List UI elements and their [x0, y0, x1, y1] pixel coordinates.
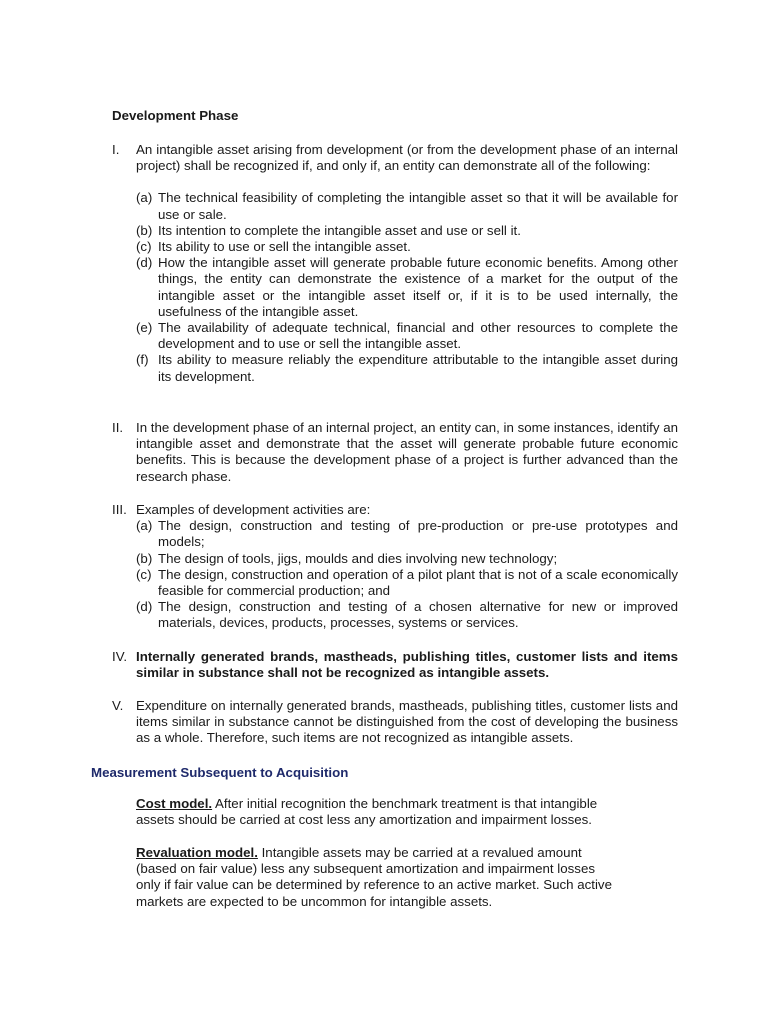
sublist-item-f	[136, 352, 678, 384]
development-phase-heading: Development Phase	[112, 108, 239, 123]
revaluation-model-lead: Revaluation model.	[136, 845, 258, 860]
sublist-letter: (d)	[136, 599, 153, 615]
sublist-item-b	[136, 223, 678, 239]
sublist-text: Its ability to use or sell the intangible asset.	[158, 239, 411, 255]
sublist-item-a	[136, 518, 678, 550]
cost-model-text: After initial recognition the benchmark treatment is that intangible assets should be carried at cost less any amortization and impairment losses.	[136, 796, 598, 828]
sublist-letter: (a)	[136, 190, 153, 206]
sublist-letter: (c)	[136, 239, 152, 255]
list-item-text: Internally generated brands, mastheads, publishing titles, customer lists and items similar in substance shall not be recognized as intangible assets.	[136, 649, 678, 681]
list-numeral: IV.	[112, 649, 128, 664]
list-numeral: II.	[112, 420, 124, 435]
cost-model-paragraph	[136, 796, 618, 828]
sublist-letter: (b)	[136, 222, 153, 238]
sublist	[136, 190, 678, 384]
sublist-item-d	[136, 255, 678, 320]
revaluation-model-paragraph	[136, 845, 618, 910]
list-numeral: III.	[112, 502, 127, 517]
list-numeral: V.	[112, 698, 124, 713]
sublist-text: How the intangible asset will generate probable future economic benefits. Among other things, the entity can demonstrate the existence of a market for the output of the intangible asset or the intangible asset itself or, if it is to be used internally, the usefulness of the intangible asset.	[158, 255, 678, 319]
sublist-item-c	[136, 239, 678, 255]
list-item-text: Examples of development activities are:	[136, 502, 371, 517]
sublist-text: Its ability to measure reliably the expenditure attributable to the intangible asset during its development.	[158, 352, 678, 384]
sublist-text: The design of tools, jigs, moulds and dies involving new technology;	[158, 550, 558, 566]
list-item-ii	[112, 420, 678, 485]
cost-model-lead: Cost model.	[136, 796, 213, 811]
list-item-iii	[112, 502, 678, 632]
sublist-item-b	[136, 551, 678, 567]
list-numeral: I.	[112, 142, 120, 157]
sublist	[136, 518, 678, 631]
sublist-text: The design, construction and testing of a chosen alternative for new or improved materials, devices, products, processes, systems or services.	[158, 599, 678, 631]
sublist-item-c	[136, 567, 678, 599]
sublist-letter: (a)	[136, 518, 153, 534]
revaluation-model-text: Intangible assets may be carried at a revalued amount (based on fair value) less any subsequent amortization and impairment losses only if fair value can be determined by reference to an active market. Such active markets are expected to be uncommon for intangible assets.	[136, 845, 612, 909]
sublist-item-a	[136, 190, 678, 222]
sublist-letter: (c)	[136, 566, 152, 582]
sublist-letter: (e)	[136, 320, 153, 336]
list-item-v	[112, 698, 678, 747]
sublist-text: The design, construction and operation of a pilot plant that is not of a scale economically feasible for commercial production; and	[158, 566, 678, 599]
list-item-iv	[112, 649, 678, 681]
sublist-letter: (d)	[136, 255, 153, 271]
sublist-letter: (b)	[136, 550, 153, 566]
sublist-text: The design, construction and testing of pre-production or pre-use prototypes and models;	[158, 518, 678, 550]
sublist-item-d	[136, 599, 678, 631]
list-item-i	[112, 142, 678, 385]
sublist-text: The technical feasibility of completing the intangible asset so that it will be available for use or sale.	[158, 190, 678, 222]
sublist-text: The availability of adequate technical, financial and other resources to complete the development and to use or sell the intangible asset.	[158, 320, 678, 352]
sublist-text: Its intention to complete the intangible asset and use or sell it.	[158, 222, 521, 238]
list-item-text: An intangible asset arising from development (or from the development phase of an internal project) shall be recognized if, and only if, an entity can demonstrate all of the following:	[136, 142, 678, 174]
list-item-text: In the development phase of an internal project, an entity can, in some instances, identify an intangible asset and demonstrate that the asset will generate probable future economic benefits. This is because the development phase of a project is further advanced than the research phase.	[136, 420, 678, 484]
sublist-item-e	[136, 320, 678, 352]
sublist-letter: (f)	[136, 352, 149, 368]
list-item-text: Expenditure on internally generated brands, mastheads, publishing titles, customer lists and items similar in substance cannot be distinguished from the cost of developing the business as a whole. Therefore, such items are not recognized as intangible assets.	[136, 698, 678, 746]
measurement-heading: Measurement Subsequent to Acquisition	[91, 765, 349, 780]
